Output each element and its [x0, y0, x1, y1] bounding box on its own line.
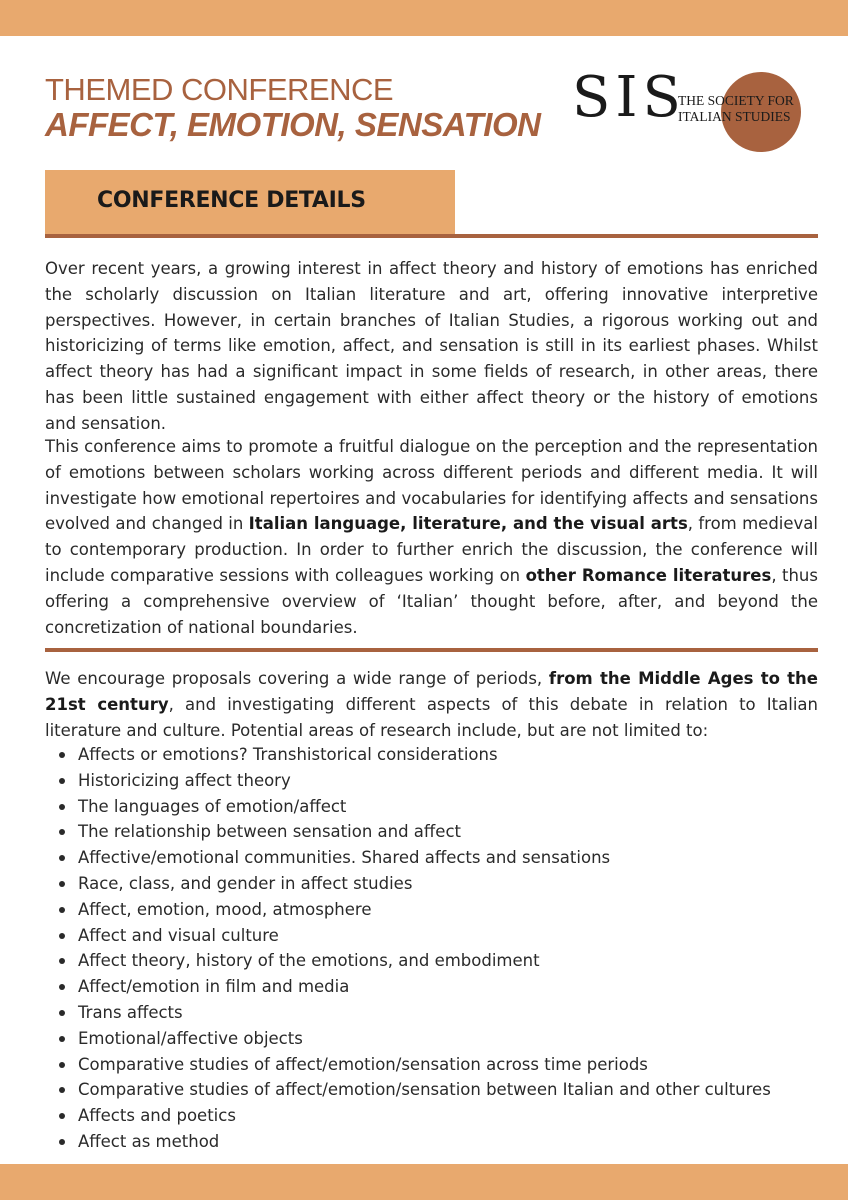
list-item	[45, 819, 818, 845]
aims-text-3: , thus offering a comprehensive overview of ‘Italian’ thought before, after, and beyond the concretization of national boundaries.	[45, 565, 818, 637]
list-item	[45, 1026, 818, 1052]
bullet-icon	[59, 1139, 65, 1145]
list-item-text: Affect as method	[78, 1131, 220, 1151]
list-item	[45, 1000, 818, 1026]
list-item	[45, 768, 818, 794]
aims-emphasis-romance: other Romance literatures	[525, 565, 772, 585]
list-item-text: Affect, emotion, mood, atmosphere	[78, 899, 372, 919]
list-item	[45, 845, 818, 871]
bullet-icon	[59, 1113, 65, 1119]
bullet-icon	[59, 1036, 65, 1042]
list-item	[45, 923, 818, 949]
list-item	[45, 897, 818, 923]
content-divider	[45, 648, 818, 652]
aims-emphasis-italian: Italian language, literature, and the visual arts	[248, 514, 688, 534]
society-name-line1: THE SOCIETY FOR	[678, 93, 794, 108]
list-item-text: Affective/emotional communities. Shared affects and sensations	[78, 848, 611, 868]
list-item	[45, 1129, 818, 1155]
list-item	[45, 794, 818, 820]
aims-paragraph	[45, 434, 818, 640]
list-item	[45, 1052, 818, 1078]
bullet-icon	[59, 907, 65, 913]
list-item	[45, 948, 818, 974]
bullet-icon	[59, 752, 65, 758]
list-item	[45, 974, 818, 1000]
proposals-text-1: We encourage proposals covering a wide range of periods,	[45, 669, 549, 688]
list-item-text: Affects or emotions? Transhistorical considerations	[78, 745, 498, 764]
list-item	[45, 1077, 818, 1103]
top-decorative-band	[0, 0, 848, 36]
bullet-icon	[59, 1010, 65, 1016]
proposals-emphasis-periods: from the Middle Ages to the 21st century	[45, 669, 818, 714]
conference-kicker: THEMED CONFERENCE	[45, 72, 394, 107]
bullet-icon	[59, 855, 65, 861]
bullet-icon	[59, 984, 65, 990]
intro-paragraph: Over recent years, a growing interest in affect theory and history of emotions has enriched the scholarly discussion on Italian literature and art, offering innovative interpretive perspectives. However, in certain branches of Italian Studies, a rigorous working out and historicizing of terms like emotion, affect, and sensation is still in its earliest phases. Whilst affect theory has had a significant impact in some fields of research, in other areas, there has been little sustained engagement with either affect theory or the history of emotions and sensation.	[45, 259, 818, 433]
list-item-text: Trans affects	[78, 1002, 183, 1022]
section-title: CONFERENCE DETAILS	[97, 188, 366, 213]
proposals-paragraph	[45, 666, 818, 743]
list-item-text: Affect theory, history of the emotions, and embodiment	[78, 951, 540, 971]
bullet-icon	[59, 881, 65, 887]
list-item-text: The relationship between sensation and affect	[78, 822, 461, 842]
proposals-text-2: , and investigating different aspects of this debate in relation to Italian literature and culture. Potential areas of research include, but are not limited to:	[45, 694, 818, 740]
bullet-icon	[59, 933, 65, 939]
bullet-icon	[59, 1062, 65, 1068]
list-item	[45, 871, 818, 897]
conference-title: AFFECT, EMOTION, SENSATION	[45, 106, 541, 143]
list-item-text: Emotional/affective objects	[78, 1028, 303, 1048]
bullet-icon	[59, 1087, 65, 1093]
list-item-text: The languages of emotion/affect	[78, 796, 347, 816]
research-topics-list	[45, 742, 818, 1155]
list-item-text: Affect and visual culture	[78, 925, 279, 945]
section-divider	[45, 234, 818, 238]
bottom-decorative-band	[0, 1164, 848, 1200]
list-item-text: Affects and poetics	[78, 1106, 236, 1126]
list-item-text: Race, class, and gender in affect studies	[78, 873, 413, 893]
list-item-text: Comparative studies of affect/emotion/sensation between Italian and other cultures	[78, 1080, 771, 1100]
bullet-icon	[59, 804, 65, 810]
list-item-text: Comparative studies of affect/emotion/sensation across time periods	[78, 1054, 648, 1074]
society-name	[678, 93, 794, 125]
aims-text-2: , from medieval to contemporary production. In order to further enrich the discussion, the conference will include comparative sessions with colleagues working on	[45, 514, 818, 585]
bullet-icon	[59, 778, 65, 784]
list-item	[45, 1103, 818, 1129]
aims-text-1: This conference aims to promote a fruitful dialogue on the perception and the representation of emotions between scholars working across different periods and different media. It will investigate how emotional repertoires and vocabularies for identifying affects and sensations evolved and changed in	[45, 437, 818, 534]
list-item-text: Historicizing affect theory	[78, 770, 291, 790]
society-name-line2: ITALIAN STUDIES	[678, 109, 791, 124]
bullet-icon	[59, 958, 65, 964]
bullet-icon	[59, 829, 65, 835]
list-item-text: Affect/emotion in film and media	[78, 977, 350, 997]
list-item	[45, 742, 818, 768]
sis-logo-acronym: SIS	[572, 65, 686, 130]
